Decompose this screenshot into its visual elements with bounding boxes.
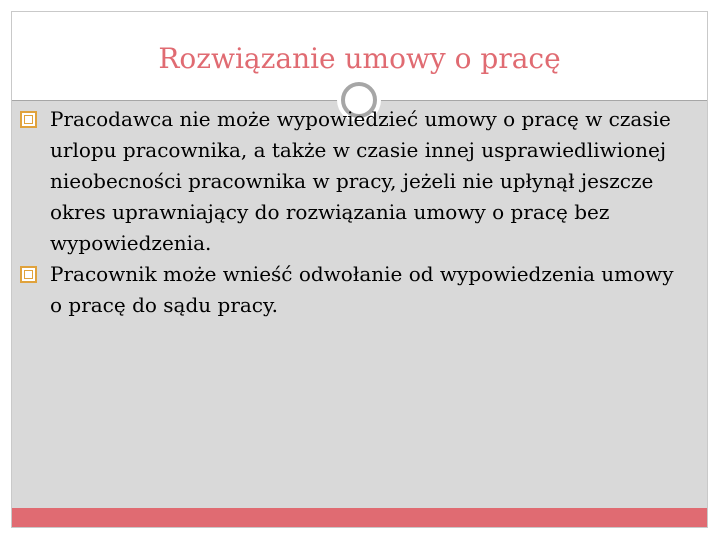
bullet-item <box>20 104 690 259</box>
bottom-accent-bar <box>12 508 707 527</box>
bullet-list <box>20 104 690 321</box>
checkbox-bullet-icon <box>20 266 37 283</box>
bullet-item <box>20 259 690 321</box>
checkbox-bullet-icon <box>20 111 37 128</box>
bullet-text: Pracodawca nie może wypowiedzieć umowy o pracę w czasie urlopu pracownika, a także w czasie innej usprawiedliwionej nieobecności pracownika w pracy, jeżeli nie upłynął jeszcze okres uprawniający do rozwiązania umowy o pracę bez wypowiedzenia. <box>50 107 671 255</box>
bullet-text: Pracownik może wnieść odwołanie od wypowiedzenia umowy o pracę do sądu pracy. <box>50 262 674 317</box>
slide-title: Rozwiązanie umowy o pracę <box>158 42 561 75</box>
